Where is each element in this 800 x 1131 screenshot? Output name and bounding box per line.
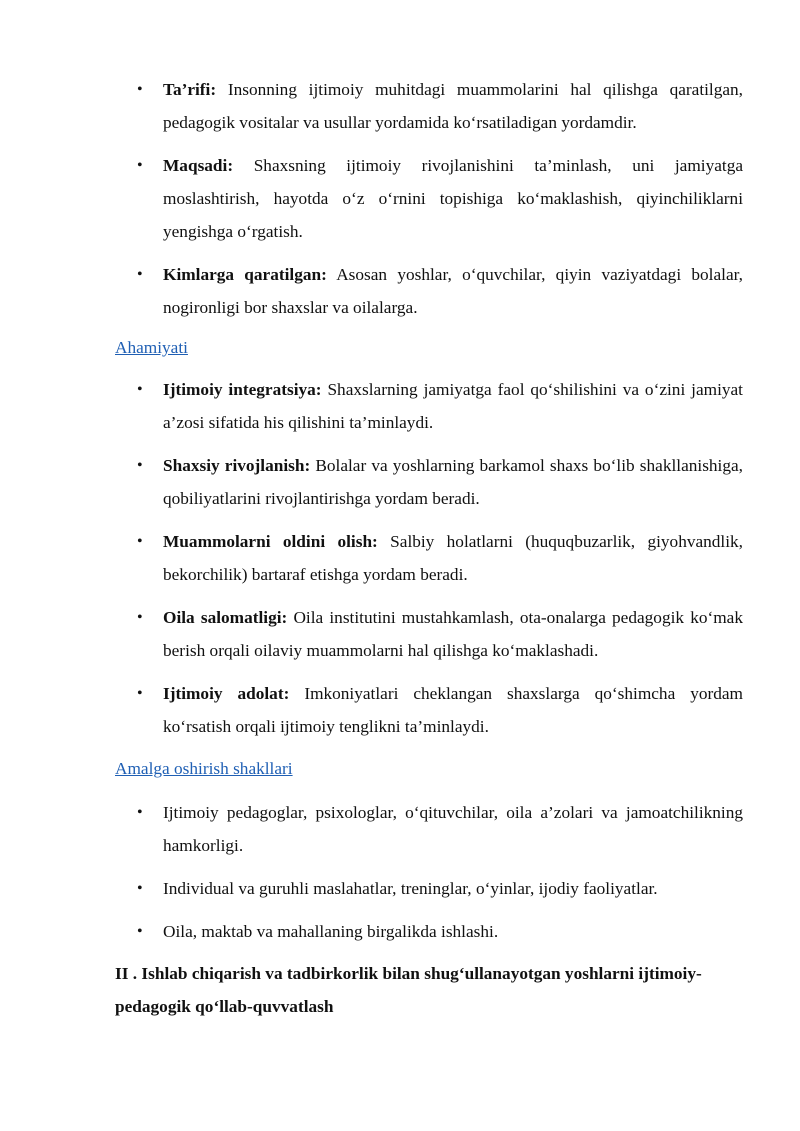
bullet-icon: • (137, 266, 143, 283)
list-item (137, 258, 743, 324)
ahamiyati-list (137, 373, 744, 743)
list-item (137, 601, 743, 667)
item-text: Asosan yoshlar, o‘quvchilar, qiyin vaziyatdagi bolalar, nogironligi bor shaxslar va oilalarga. (163, 265, 743, 317)
bullet-icon: • (137, 880, 143, 897)
bullet-icon: • (137, 381, 143, 398)
bullet-icon: • (137, 923, 143, 940)
bullet-icon: • (137, 157, 143, 174)
list-item (137, 149, 743, 248)
item-term: Ijtimoiy adolat: (163, 684, 290, 703)
bullet-icon: • (137, 685, 143, 702)
bullet-icon: • (137, 609, 143, 626)
item-text: Oila, maktab va mahallaning birgalikda ishlashi. (163, 922, 499, 941)
bullet-icon: • (137, 457, 143, 474)
list-item (137, 915, 743, 948)
list-item (137, 677, 744, 743)
item-text: Ijtimoiy pedagoglar, psixologlar, o‘qituvchilar, oila a’zolari va jamoatchilikning hamkorligi. (163, 803, 743, 855)
item-text: Shaxsning ijtimoiy rivojlanishini ta’minlash, uni jamiyatga moslashtirish, hayotda o‘z o‘rnini topishiga ko‘maklashish, qiyinchiliklarni yengishga o‘rgatish. (163, 156, 743, 241)
list-item (137, 872, 743, 905)
amalga-heading[interactable]: Amalga oshirish shakllari (115, 759, 293, 778)
section-title: II . Ishlab chiqarish va tadbirkorlik bilan shug‘ullanayotgan yoshlarni ijtimoiy-pedagogik qo‘llab-quvvatlash (115, 964, 702, 1016)
amalga-list (137, 796, 743, 948)
bullet-icon: • (137, 533, 143, 550)
item-text: Insonning ijtimoiy muhitdagi muammolarini hal qilishga qaratilgan, pedagogik vositalar va usullar yordamida ko‘rsatiladigan yordamdir. (163, 80, 743, 132)
ahamiyati-heading[interactable]: Ahamiyati (115, 338, 188, 357)
item-term: Ijtimoiy integratsiya: (163, 380, 322, 399)
intro-list (137, 73, 743, 324)
list-item (137, 796, 743, 862)
list-item (137, 373, 743, 439)
list-item (137, 449, 743, 515)
bullet-icon: • (137, 804, 143, 821)
item-text: Bolalar va yoshlarning barkamol shaxs bo‘lib shakllanishiga, qobiliyatlarini rivojlantirishga yordam beradi. (163, 456, 743, 508)
list-item (137, 525, 743, 591)
bullet-icon: • (137, 81, 143, 98)
item-text: Individual va guruhli maslahatlar, treninglar, o‘yinlar, ijodiy faoliyatlar. (163, 879, 658, 898)
item-term: Ta’rifi: (163, 80, 217, 99)
item-text: Salbiy holatlarni (huquqbuzarlik, giyohvandlik, bekorchilik) bartaraf etishga yordam beradi. (163, 532, 743, 584)
item-text: Shaxslarning jamiyatga faol qo‘shilishini va o‘zini jamiyat a’zosi sifatida his qilishini ta’minlaydi. (163, 380, 743, 432)
item-term: Maqsadi: (163, 156, 234, 175)
item-text: Imkoniyatlari cheklangan shaxslarga qo‘shimcha yordam ko‘rsatish orqali ijtimoiy tenglikni ta’minlaydi. (163, 684, 744, 736)
item-term: Kimlarga qaratilgan: (163, 265, 327, 284)
item-term: Muammolarni oldini olish: (163, 532, 378, 551)
item-term: Oila salomatligi: (163, 608, 288, 627)
item-term: Shaxsiy rivojlanish: (163, 456, 311, 475)
item-text: Oila institutini mustahkamlash, ota-onalarga pedagogik ko‘mak berish orqali oilaviy muammolarni hal qilishga ko‘maklashadi. (163, 608, 743, 660)
list-item (137, 73, 743, 139)
